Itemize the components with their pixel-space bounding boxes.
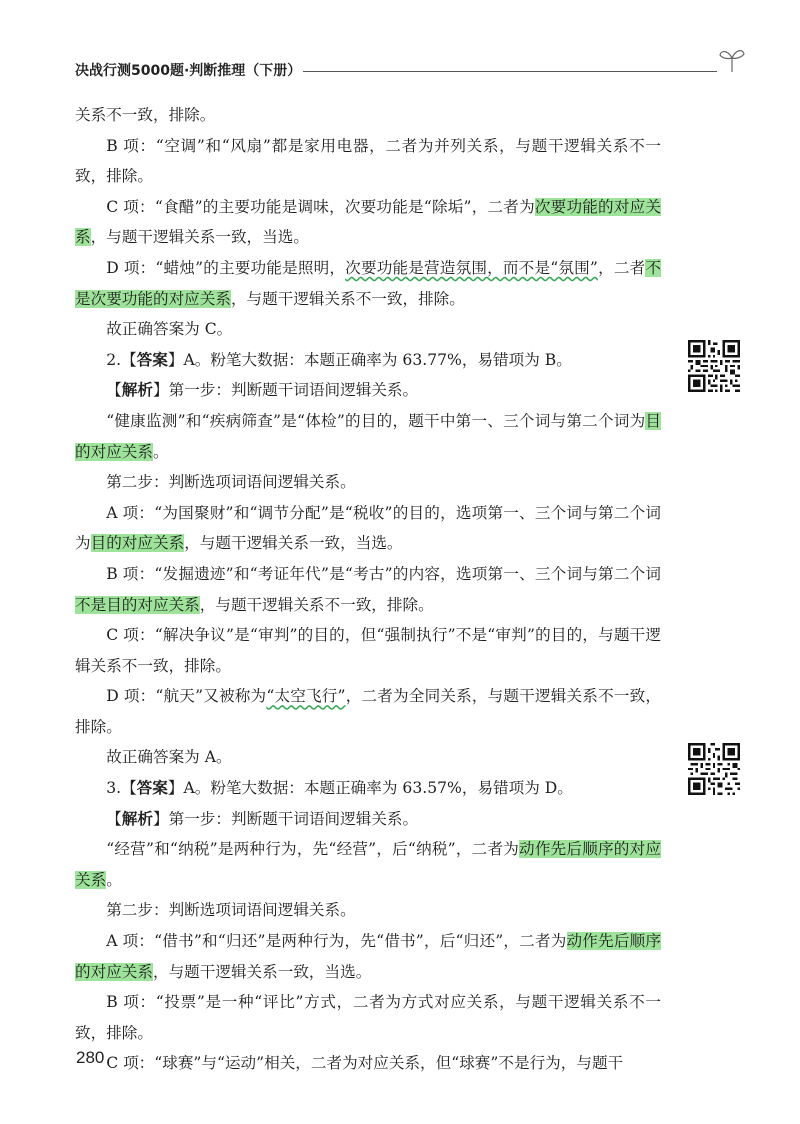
paragraph: C 项：“球赛”与“运动”相关，二者为对应关系，但“球赛”不是行为，与题干 [106,1054,624,1073]
page-number: 280 [76,1048,105,1067]
sprout-icon [717,44,747,74]
answer-line: 3.【答案】A。粉笔大数据：本题正确率为 63.57%，易错项为 D。 [106,778,573,798]
highlight: 动作先后顺序的对应关系 [75,932,661,981]
highlight: 目的对应关系 [75,411,661,461]
analysis-label: 解析 [121,380,153,400]
paragraph: B 项：“空调”和“风扇”都是家用电器，二者为并列关系，与题干逻辑关系不一致，排除。 [75,136,661,186]
paragraph: A 项：“为国聚财”和“调节分配”是“税收”的目的，选项第一、三个词与第二个词为目的对应关系，与题干逻辑关系一致，当选。 [75,503,661,553]
paragraph: A 项：“借书”和“归还”是两种行为，先“借书”，后“归还”，二者为动作先后顺序的对应关系，与题干逻辑关系一致，当选。 [75,932,661,981]
highlight: 不是次要功能的对应关系 [75,258,661,308]
paragraph: C 项：“解决争议”是“审判”的目的，但“强制执行”不是“审判”的目的，与题干逻辑关系不一致，排除。 [75,626,661,675]
highlight: 次要功能的对应关系 [75,197,661,247]
answer-label: 答案 [136,349,168,369]
paragraph: C 项：“食醋”的主要功能是调味，次要功能是“除垢”，二者为次要功能的对应关系，与题干逻辑关系一致，当选。 [75,197,661,247]
highlight: 不是目的对应关系 [75,595,200,614]
header-rule [303,71,717,72]
answer-label: 答案 [136,778,168,798]
answer-explanation [75,100,661,1079]
analysis-line: 【解析】第一步：判断题干词语间逻辑关系。 [106,808,419,828]
paragraph: D 项：“航天”又被称为“太空飞行”，二者为全同关系，与题干逻辑关系不一致，排除。 [75,687,661,736]
analysis-label: 解析 [121,808,153,828]
paragraph: D 项：“蜡烛”的主要功能是照明，次要功能是营造氛围，而不是“氛围”，二者不是次要功能的对应关系，与题干逻辑关系不一致，排除。 [75,258,661,308]
page-header [75,60,745,84]
paragraph: B 项：“发掘遗迹”和“考证年代”是“考古”的内容，选项第一、三个词与第二个词不是目的对应关系，与题干逻辑关系不一致，排除。 [75,564,661,614]
qr-code-icon[interactable] [688,743,740,795]
header-title: 决战行测5000题·判断推理（下册） [75,63,302,79]
highlight: 目的对应关系 [90,534,185,553]
paragraph: “经营”和“纳税”是两种行为，先“经营”，后“纳税”，二者为动作先后顺序的对应关系。 [75,840,661,889]
analysis-line: 【解析】第一步：判断题干词语间逻辑关系。 [106,380,419,400]
paragraph: “健康监测”和“疾病筛查”是“体检”的目的，题干中第一、三个词与第二个词为目的对应关系。 [75,411,661,461]
highlight: 动作先后顺序的对应关系 [75,840,661,889]
qr-code-icon[interactable] [688,340,740,392]
paragraph: 第二步：判断选项词语间逻辑关系。 [106,901,356,920]
paragraph: 故正确答案为 A。 [106,748,232,767]
wavy-underline: 次要功能是营造氛围，而不是“氛围” [345,258,598,277]
paragraph: 关系不一致，排除。 [75,106,216,124]
paragraph: 第二步：判断选项词语间逻辑关系。 [106,473,356,492]
paragraph: 故正确答案为 C。 [106,320,233,339]
paragraph: B 项：“投票”是一种“评比”方式，二者为方式对应关系，与题干逻辑关系不一致，排除。 [75,993,661,1042]
answer-line: 2.【答案】A。粉笔大数据：本题正确率为 63.77%，易错项为 B。 [106,349,572,369]
wavy-underline: “太空飞行” [266,687,346,706]
